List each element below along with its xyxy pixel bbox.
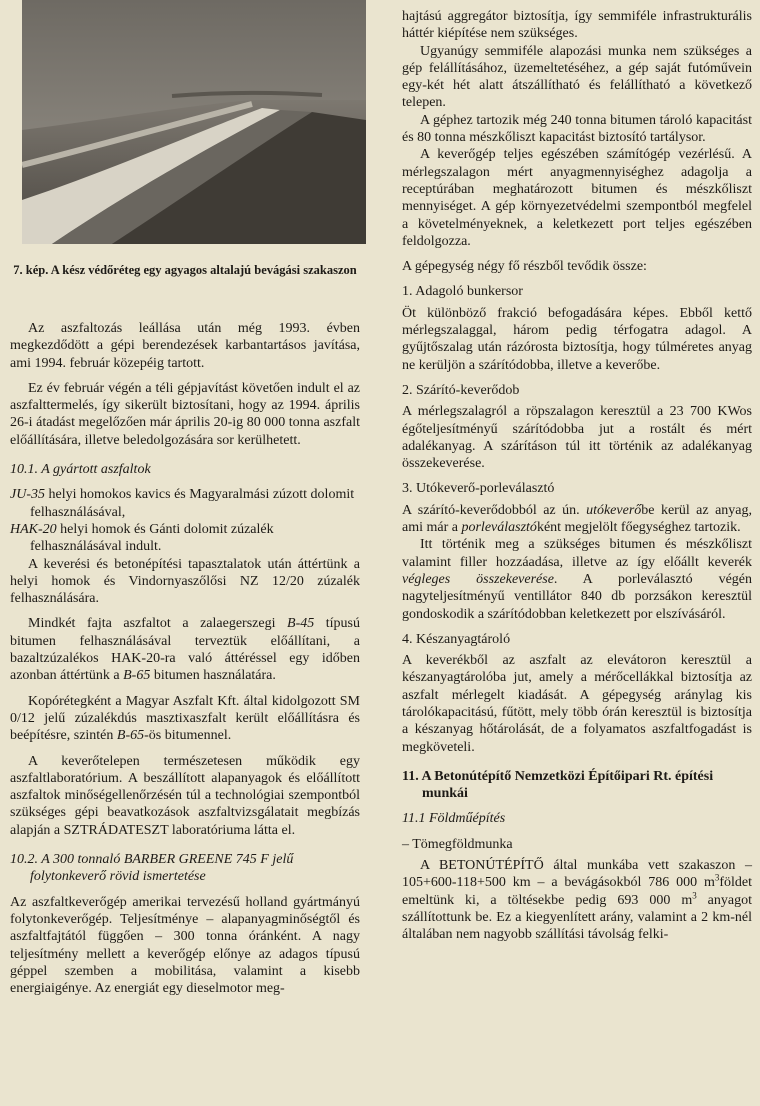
paragraph: A mérlegszalagról a röpszalagon keresztül a 23 700 KWos égőteljesítményű szárítódobba jut a rostált és mért adalékanyag. A szárításon túl itt történik az adalékanyag összekeverése. [402,404,752,472]
subsection-title: 4. Készanyagtároló [402,631,511,647]
list-item-text: helyi homokos kavics és Magyaralmási zúzott dolomit felhasználásával, [30,487,355,520]
paragraph: A géphez tartozik még 240 tonna bitumen tároló kapacitást és 80 tonna mészkőliszt kapacitást biztosító tartálysor. [402,112,752,146]
paragraph: A gépegység négy fő részből tevődik össze: [402,259,647,275]
paragraph: Ugyanúgy semmiféle alapozási munka nem szükséges a gép felállításához, üzemeltetéséhez, a gép saját futóművein egy-két hét alatt átszállítható és felállítható a következő telepen. [402,43,752,111]
text-run: típusú bitumen felhasználásával terveztük előállítani, a bazaltzúzalékos HAK-20-ra való áttéréssel egy időben azonban áttértünk a [10,616,360,684]
list-item [10,486,360,521]
bitumen-code: B-65 [123,668,151,684]
paragraph: A keverőgép teljes egészében számítógép vezérlésű. A mérlegszalagon mért anyagmennyiséghez adagolja a receptúrában meghatározott bitumen és mészkőliszt mennyiséget. A gép környezetvédelmi szempontból megfelel a követelményeknek, a keletkezett port teljes egészében feldolgozza. [402,147,752,249]
paragraph [402,536,752,622]
paragraph: A keverési és betonépítési tapasztalatok után áttértünk a helyi homok és Vindornyaszőlősi NZ 12/20 zúzalék felhasználására. [10,556,360,607]
subsection-title: – Tömegföldmunka [402,836,513,852]
subsection-title: 1. Adagoló bunkersor [402,284,523,300]
paragraph [402,857,752,943]
text-run: Mindkét fajta aszfaltot a zalaegerszegi [28,616,288,632]
text-run: földet emeltünk ki, a töltésekbe pedig 693 000 m [402,875,752,908]
section-heading-10-1: 10.1. A gyártott aszfaltok [10,462,151,478]
bitumen-code: B-45 [287,616,315,632]
text-run: . A porleválasztó végén nagyteljesítményű ventillátor 840 db porzsákon keresztül gondoskodik a szárítódobban keletkezett por elszívásáról. [402,571,752,622]
superscript: 3 [714,872,720,883]
text-run: Kopórétegként a Magyar Aszfalt Kft. által kidolgozott SM 0/12 jelű zúzalékdús masztixaszfalt került előállításra és beépítésre, szintén [10,693,360,744]
paragraph: hajtású aggregátor biztosítja, így semmiféle infrastrukturális háttér kiépítése nem szükséges. [402,9,752,42]
text-run: bitumen használatára. [150,668,276,684]
superscript: 3 [692,890,697,900]
road-photo [22,0,366,244]
text-run: anyagot szállítottunk be. Ez a kiegyenlített arány, valamint a 2 km-nél általában nem nagyobb szállítási távolság felki- [402,892,753,943]
text-run: ként megjelölt főegységhez tartozik. [536,520,741,536]
paragraph: Az aszfaltkeverőgép amerikai tervezésű holland gyártmányú folytonkeverőgép. Teljesítménye – alapanyagminőségtől és aszfaltfajtától függően – 300 tonna óránként. A nagy teljesítmény mellett a keverőgép előnye az adagos típusú géppel szemben a mobilitása, valamint a kisebb energiaigénye. Az energiát egy dieselmotor meg- [10,894,360,997]
bitumen-code: B-65 [116,728,145,744]
paragraph: Öt különböző frakció befogadására képes. Ebből kettő mérlegszalaggal, három pedig térfogatra adagol. A gyűjtőszalag után rázórosta biztosítja, hogy túlméretes anyag ne kerüljön a szárítódobba, illetve a keverőbe. [402,305,752,373]
section-heading-10-2: 10.2. A 300 tonnaló BARBER GREENE 745 F jelű folytonkeverő rövid ismertetése [10,852,294,885]
text-run: Itt történik meg a szükséges bitumen és mészkőliszt valamint filler hozzáadása, illetve az így előállt keverék [402,537,752,570]
paragraph [10,693,360,745]
paragraph: Ez év február végén a téli gépjavítást követően indult el az aszfalttermelés, így sikerült biztosítani, hogy az 1994. április 26-i átadást megelőzően már április 20-ig 80 000 tonna aszfalt előállítására, illetve beledolgozására sor kerülhetett. [10,380,360,448]
right-text-flow [402,8,752,944]
section-heading-11-1: 11.1 Földműépítés [402,811,506,827]
text-run: A BETONÚTÉPÍTŐ által munkába vett szakaszon – 105+600-118+500 km – a bevágásokból 786 000 m [402,858,752,891]
paragraph: Az aszfaltozás leállása után még 1993. évben megkezdődött a gépi berendezések karbantartásos javítása, ami 1994. február közepéig tartott. [10,321,360,371]
italic-term: porleválasztó [461,520,537,536]
italic-term: utókeverő [586,502,642,518]
photo-caption: 7. kép. A kész védőréteg egy agyagos altalajú bevágási szakaszon [13,263,357,277]
subsection-title: 3. Utókeverő-porleválasztó [402,481,555,497]
mix-code: HAK-20 [10,521,57,537]
text-run: be kerül az anyag, ami már a [402,502,752,536]
text-run: A szárító-keverődobból az ún. [402,502,587,518]
italic-term: végleges összekeverése [402,571,554,587]
paragraph: A keverékből az aszfalt az elevátoron keresztül a készanyagtárolóba jut, amely a mérőcellákkal biztosítja az aszfalt mérlegelt kiadását. A gépegység aránylag kis tárolókapacitású, fűtött, mely több órán keresztül is biztosítja a készanyag hőtárolását, de a folyamatos aszfaltfogadást is megköveteli. [402,653,752,755]
road-photo-image [22,0,366,244]
mix-code: JU-35 [10,487,45,503]
list-item-text: helyi homok és Gánti dolomit zúzalék felhasználásával indult. [30,521,274,555]
paragraph [10,615,360,684]
chapter-heading-11: 11. A Betonútépítő Nemzetközi Építőipari Rt. építési munkái [402,768,714,802]
list-item [10,521,360,556]
paragraph [402,502,752,537]
paragraph: A keverőtelepen természetesen működik egy aszfaltlaboratórium. A beszállított alapanyagok és előállított aszfaltok minőségellenőrzésén túl a technológiai szempontból szükséges gépi beavatkozások aszfaltvizsgálatait megbízás alapján a SZTRÁDATESZT laboratóriuma látta el. [10,753,360,838]
text-run: -ös bitumennel. [144,728,232,744]
subsection-title: 2. Szárító-keverődob [402,382,520,398]
left-text-flow [10,320,360,997]
